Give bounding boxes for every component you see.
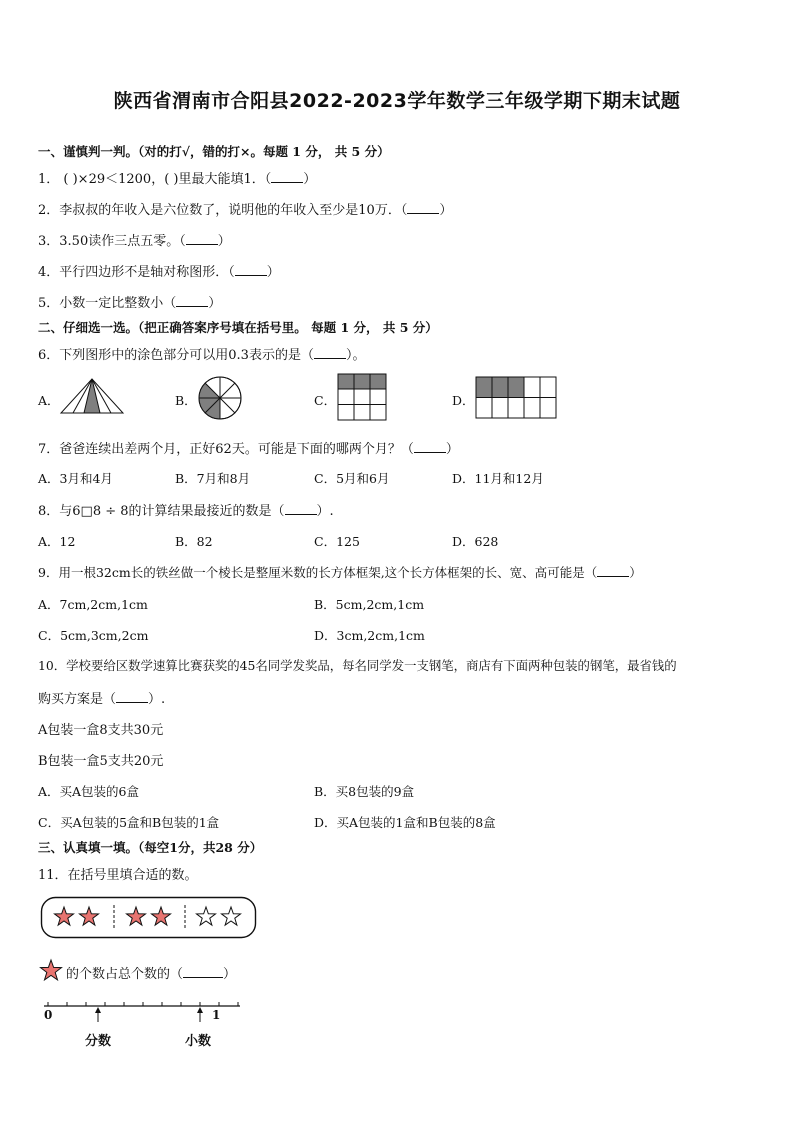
question-2: 2．李叔叔的年收入是六位数了，说明他的年收入至少是10万．（ ） xyxy=(38,203,453,218)
q8-option-a: A．12 xyxy=(38,534,76,549)
q6-label-b: B． xyxy=(175,393,197,408)
q10-pack-b: B包装一盒5支共20元 xyxy=(38,754,164,769)
question-10-line2: 购买方案是（ ）. xyxy=(38,692,166,707)
q6-label-d: D． xyxy=(452,393,475,408)
section3-heading: 三、认真填一填。（每空1分，共28 分） xyxy=(38,840,263,855)
q7-option-d: D．11月和12月 xyxy=(452,471,544,486)
q10-pack-a: A包装一盒8支共30元 xyxy=(38,723,164,738)
question-5: 5．小数一定比整数小（ ） xyxy=(38,296,222,311)
star-ratio-question: 的个数占总个数的（ ） xyxy=(66,967,237,982)
question-10-line1: 10．学校要给区数学速算比赛获奖的45名同学发奖品，每名同学发一支钢笔，商店有下面两种包装的钢笔，最省钱的 xyxy=(38,658,677,673)
question-6: 6．下列图形中的涂色部分可以用0.3表示的是（ ）。 xyxy=(38,348,366,363)
q7-option-c: C．5月和6月 xyxy=(314,471,390,486)
question-4: 4．平行四边形不是轴对称图形．（ ） xyxy=(38,265,280,280)
numberline-zero: 0 xyxy=(44,1008,53,1022)
section2-heading: 二、仔细选一选。（把正确答案序号填在括号里。 每题 1 分， 共 5 分） xyxy=(38,320,438,335)
q8-option-b: B．82 xyxy=(175,534,213,549)
q10-option-d: D．买A包装的1盒和B包装的8盒 xyxy=(314,815,496,830)
question-9: 9．用一根32cm长的铁丝做一个棱长是整厘米数的长方体框架,这个长方体框架的长、宽、高可能是（ ） xyxy=(38,565,642,580)
q8-option-c: C．125 xyxy=(314,534,360,549)
grid-5x2-figure xyxy=(475,376,558,419)
q9-option-b: B．5cm,2cm,1cm xyxy=(314,597,425,612)
q7-option-a: A．3月和4月 xyxy=(38,471,113,486)
question-1: 1． ( )×29＜1200，( )里最大能填1．（ ） xyxy=(38,172,317,187)
q10-option-a: A．买A包装的6盒 xyxy=(38,784,140,799)
section1-heading: 一、谨慎判一判。（对的打√，错的打×。每题 1 分， 共 5 分） xyxy=(38,144,390,159)
q10-option-b: B．买8包装的9盒 xyxy=(314,784,415,799)
q9-option-a: A．7cm,2cm,1cm xyxy=(38,597,148,612)
q9-option-c: C．5cm,3cm,2cm xyxy=(38,628,149,643)
q6-label-c: C． xyxy=(314,393,337,408)
page-title: 陕西省渭南市合阳县2022-2023学年数学三年级学期下期末试题 xyxy=(113,90,681,112)
q7-option-b: B．7月和8月 xyxy=(175,471,251,486)
label-decimal: 小数 xyxy=(185,1034,212,1049)
question-11: 11．在括号里填合适的数。 xyxy=(38,868,198,883)
q6-label-a: A． xyxy=(38,393,60,408)
label-fraction: 分数 xyxy=(85,1034,112,1049)
stars-box-figure xyxy=(40,896,258,940)
q8-option-d: D．628 xyxy=(452,534,499,549)
triangle-figure xyxy=(58,377,126,415)
q9-option-d: D．3cm,2cm,1cm xyxy=(314,628,425,643)
question-8: 8．与6□8 ÷ 8的计算结果最接近的数是（ ）. xyxy=(38,504,334,519)
question-3: 3．3.50读作三点五零。（ ） xyxy=(38,234,231,249)
star-label-icon xyxy=(38,958,64,984)
question-7: 7．爸爸连续出差两个月，正好62天。可能是下面的哪两个月？（ ） xyxy=(38,442,459,457)
numberline-one: 1 xyxy=(212,1008,221,1022)
grid-3x3-figure xyxy=(337,373,387,421)
circle-figure xyxy=(197,375,243,421)
q10-option-c: C．买A包装的5盒和B包装的1盒 xyxy=(38,815,220,830)
